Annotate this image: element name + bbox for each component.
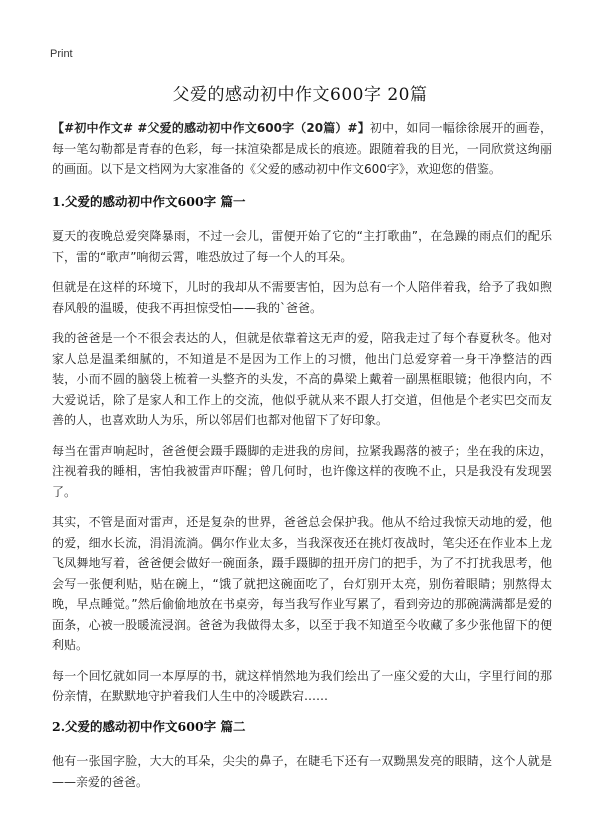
paragraph: 但就是在这样的环境下，儿时的我却从不需要害怕，因为总有一个人陪伴着我，给予了我如煦春风般的温暖，使我不再担惊受怕——我的`爸爸。 (52, 280, 552, 315)
paragraph: 我的爸爸是一个不很会表达的人，但就是依靠着这无声的爱，陪我走过了每个春夏秋冬。他对家人总是温柔细腻的，不知道是不是因为工作上的习惯，他出门总爱穿着一身干净整洁的西装，小而不圆的脑袋上梳着一头整齐的头发，不高的鼻梁上戴着一副黑框眼镜；他很内向，不大爱说话，除了是家人和工作上的交流，他似乎就从来不跟人打交道，但他是个老实巴交而友善的人，也喜欢助人为乐，所以邻居们也都对他留下了好印象。 (52, 331, 552, 427)
paragraph: 夏天的夜晚总爱突降暴雨，不过一会儿，雷便开始了它的“主打歌曲”，在急躁的雨点们的配乐下，雷的“歌声”响彻云霄，唯恐放过了每一个人的耳朵。 (52, 229, 552, 264)
section-heading-2: 2.父爱的感动初中作文600字 篇二 (52, 718, 246, 734)
intro-tag: 【#初中作文# #父爱的感动初中作文600字（20篇）#】 (52, 121, 370, 135)
paragraph: 每当在雷声响起时，爸爸便会蹑手蹑脚的走进我的房间，拉紧我踢落的被子；坐在我的床边，注视着我的睡相，害怕我被雷声吓醒；曾几何时，也许像这样的夜晚不止，只是我没有发现罢了。 (52, 443, 552, 499)
paragraph: 他有一张国字脸，大大的耳朵，尖尖的鼻子，在睫毛下还有一双黝黑发亮的眼睛，这个人就是——亲爱的爸爸。 (52, 754, 552, 789)
section-heading-1: 1.父爱的感动初中作文600字 篇一 (52, 193, 246, 209)
intro-paragraph (52, 118, 552, 180)
document-body (52, 118, 552, 802)
print-label[interactable]: Print (50, 48, 73, 60)
paragraph: 每一个回忆就如同一本厚厚的书，就这样悄然地为我们绘出了一座父爱的大山，字里行间的那份亲情，在默默地守护着我们人生中的冷暖跌宕…… (52, 668, 552, 703)
intro-text: 初中，如同一幅徐徐展开的画卷，每一笔勾勒都是青春的色彩，每一抹渲染都是成长的痕迹。跟随着我的目光，一同欣赏这绚丽的画面。以下是文档网为大家准备的《父爱的感动初中作文600字》，欢迎您的借鉴。 (52, 121, 552, 176)
document-title: 父爱的感动初中作文600字 20篇 (172, 85, 428, 105)
paragraph: 其实，不管是面对雷声，还是复杂的世界，爸爸总会保护我。他从不给过我惊天动地的爱，他的爱，细水长流，涓涓流淌。偶尔作业太多，当我深夜还在挑灯夜战时，笔尖还在作业本上龙飞凤舞地写着，爸爸便会做好一碗面条，蹑手蹑脚的扭开房门的把手，为了不打扰我思考，他会写一张便利贴，贴在碗上，“饿了就把这碗面吃了，台灯别开太亮，别伤着眼睛；别熬得太晚，早点睡觉。”然后偷偷地放在书桌旁，每当我写作业写累了，看到旁边的那碗满满都是爱的面条，心被一股暖流浸润。爸爸为我做得太多，以至于我不知道至今收藏了多少张他留下的便利贴。 (52, 515, 552, 652)
